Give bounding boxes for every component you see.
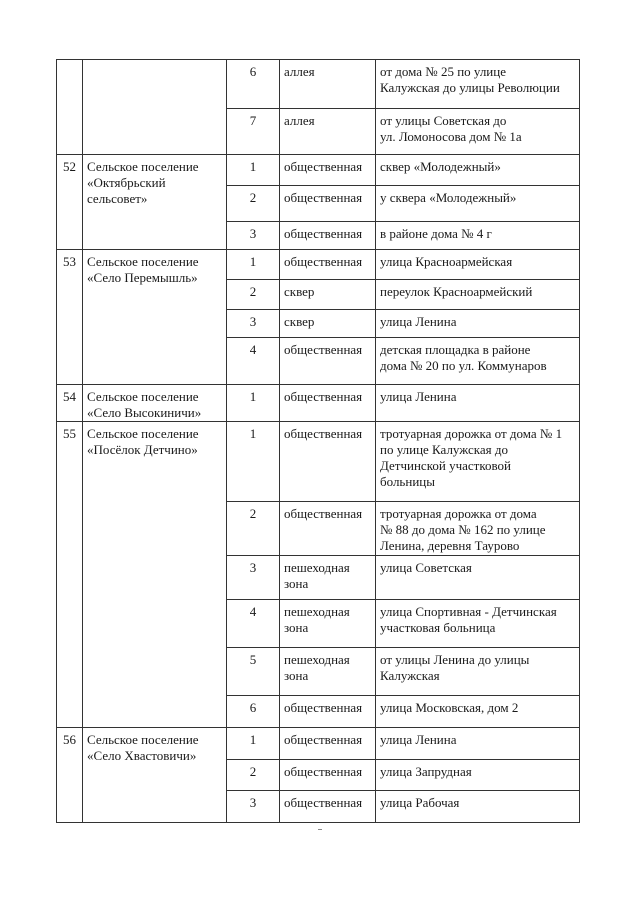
settlement-name-line: Сельское поселение [87, 254, 199, 269]
territory-location-line: в районе дома № 4 г [380, 226, 492, 241]
territory-location [376, 422, 580, 502]
territory-location-line: Детчинской участковой [380, 458, 511, 473]
territory-type [280, 109, 376, 155]
settlement-name [83, 385, 227, 422]
territory-location-line: детская площадка в районе [380, 342, 531, 357]
settlement-name-line: «Село Хвастовичи» [87, 748, 197, 763]
item-index: 5 [227, 648, 280, 696]
settlement-number: 56 [57, 728, 83, 823]
territory-location-line: дома № 20 по ул. Коммунаров [380, 358, 547, 373]
territory-location-line: тротуарная дорожка от дома № 1 [380, 426, 563, 441]
territory-location-line: улица Ленина [380, 314, 457, 329]
table-body [57, 60, 580, 823]
territory-location-line: улица Советская [380, 560, 472, 575]
item-index: 2 [227, 760, 280, 791]
territory-location-line: у сквера «Молодежный» [380, 190, 517, 205]
territory-location [376, 696, 580, 728]
settlement-name [83, 422, 227, 728]
territory-location [376, 648, 580, 696]
territory-type-line: аллея [284, 113, 315, 128]
territory-type [280, 155, 376, 186]
territory-location-line: улица Красноармейская [380, 254, 513, 269]
settlement-name-line: Сельское поселение [87, 426, 199, 441]
territory-type-line: пешеходная [284, 652, 350, 667]
item-index: 1 [227, 385, 280, 422]
item-index: 4 [227, 338, 280, 385]
territory-location-line: от улицы Советская до [380, 113, 507, 128]
item-index: 1 [227, 250, 280, 280]
territory-type [280, 648, 376, 696]
territory-location-line: сквер «Молодежный» [380, 159, 501, 174]
table-row [57, 422, 580, 502]
settlement-name-line: «Октябрьский [87, 175, 166, 190]
territory-type-line: пешеходная [284, 604, 350, 619]
settlement-name-line: Сельское поселение [87, 389, 199, 404]
settlement-number: 55 [57, 422, 83, 728]
territory-type-line: сквер [284, 284, 315, 299]
item-index: 3 [227, 791, 280, 823]
territory-location-line: улица Московская, дом 2 [380, 700, 519, 715]
table-row [57, 385, 580, 422]
territory-type [280, 385, 376, 422]
territory-type [280, 186, 376, 222]
item-index: 1 [227, 728, 280, 760]
settlement-name-line: «Село Высокиничи» [87, 405, 202, 420]
territory-location [376, 502, 580, 556]
territory-location [376, 728, 580, 760]
settlement-name [83, 728, 227, 823]
item-index: 2 [227, 502, 280, 556]
territory-type-line: общественная [284, 226, 363, 241]
territory-location [376, 222, 580, 250]
settlement-name [83, 60, 227, 155]
territory-type [280, 760, 376, 791]
item-index: 4 [227, 600, 280, 648]
territory-type [280, 422, 376, 502]
table-row [57, 155, 580, 186]
item-index: 6 [227, 696, 280, 728]
territory-location [376, 791, 580, 823]
territory-type [280, 310, 376, 338]
item-index: 2 [227, 186, 280, 222]
item-index: 7 [227, 109, 280, 155]
territory-type [280, 60, 376, 109]
item-index: 2 [227, 280, 280, 310]
territory-type [280, 280, 376, 310]
item-index: 1 [227, 155, 280, 186]
territory-location-line: улица Спортивная - Детчинская [380, 604, 557, 619]
item-index: 6 [227, 60, 280, 109]
territory-type-line: зона [284, 576, 309, 591]
settlement-number: 52 [57, 155, 83, 250]
settlement-name-line: Сельское поселение [87, 732, 199, 747]
territory-location-line: ул. Ломоносова дом № 1а [380, 129, 522, 144]
territory-location-line: участковая больница [380, 620, 496, 635]
territory-location [376, 250, 580, 280]
territory-type-line: аллея [284, 64, 315, 79]
territory-type [280, 338, 376, 385]
territory-type [280, 556, 376, 600]
territory-type-line: общественная [284, 795, 363, 810]
territory-location [376, 600, 580, 648]
territory-location-line: улица Ленина [380, 389, 457, 404]
settlement-name [83, 250, 227, 385]
table-row [57, 250, 580, 280]
territory-type-line: общественная [284, 342, 363, 357]
territory-type-line: общественная [284, 190, 363, 205]
settlement-number: 53 [57, 250, 83, 385]
territory-type-line: общественная [284, 764, 363, 779]
territory-type-line: общественная [284, 389, 363, 404]
territory-location-line: от дома № 25 по улице [380, 64, 506, 79]
territory-location [376, 60, 580, 109]
territory-type [280, 502, 376, 556]
territory-location-line: от улицы Ленина до улицы [380, 652, 530, 667]
settlement-number: 54 [57, 385, 83, 422]
territory-type-line: общественная [284, 732, 363, 747]
territory-type-line: общественная [284, 254, 363, 269]
table-row [57, 728, 580, 760]
territory-location-line: улица Запрудная [380, 764, 472, 779]
item-index: 3 [227, 222, 280, 250]
territory-type-line: общественная [284, 159, 363, 174]
territory-location-line: Калужская до улицы Революции [380, 80, 560, 95]
territory-location-line: по улице Калужская до [380, 442, 509, 457]
settlement-name-line: «Посёлок Детчино» [87, 442, 198, 457]
settlement-name-line: сельсовет» [87, 191, 148, 206]
territory-type [280, 600, 376, 648]
territory-type [280, 222, 376, 250]
territory-location [376, 280, 580, 310]
territory-location-line: больницы [380, 474, 435, 489]
territory-type-line: зона [284, 668, 309, 683]
item-index: 3 [227, 310, 280, 338]
settlement-name-line: «Село Перемышль» [87, 270, 198, 285]
territory-location [376, 186, 580, 222]
territory-location [376, 760, 580, 791]
item-index: 3 [227, 556, 280, 600]
territory-location-line: Ленина, деревня Таурово [380, 538, 520, 553]
territory-location [376, 109, 580, 155]
settlement-number [57, 60, 83, 155]
settlement-name-line: Сельское поселение [87, 159, 199, 174]
territory-location-line: переулок Красноармейский [380, 284, 533, 299]
territory-type [280, 791, 376, 823]
territory-type-line: общественная [284, 506, 363, 521]
item-index: 1 [227, 422, 280, 502]
territory-location-line: Калужская [380, 668, 440, 683]
territory-location-line: № 88 до дома № 162 по улице [380, 522, 546, 537]
territory-location-line: улица Ленина [380, 732, 457, 747]
territory-type [280, 728, 376, 760]
territory-type [280, 250, 376, 280]
territory-location [376, 385, 580, 422]
territory-type-line: общественная [284, 426, 363, 441]
territory-type-line: сквер [284, 314, 315, 329]
territories-table [56, 59, 580, 823]
territory-type-line: пешеходная [284, 560, 350, 575]
settlement-name [83, 155, 227, 250]
territory-location [376, 338, 580, 385]
territory-location [376, 556, 580, 600]
table-row [57, 60, 580, 109]
territory-location [376, 310, 580, 338]
territory-location-line: улица Рабочая [380, 795, 460, 810]
page-mark [318, 829, 322, 830]
territory-type-line: общественная [284, 700, 363, 715]
territory-location [376, 155, 580, 186]
territory-type-line: зона [284, 620, 309, 635]
territory-location-line: тротуарная дорожка от дома [380, 506, 537, 521]
territory-type [280, 696, 376, 728]
